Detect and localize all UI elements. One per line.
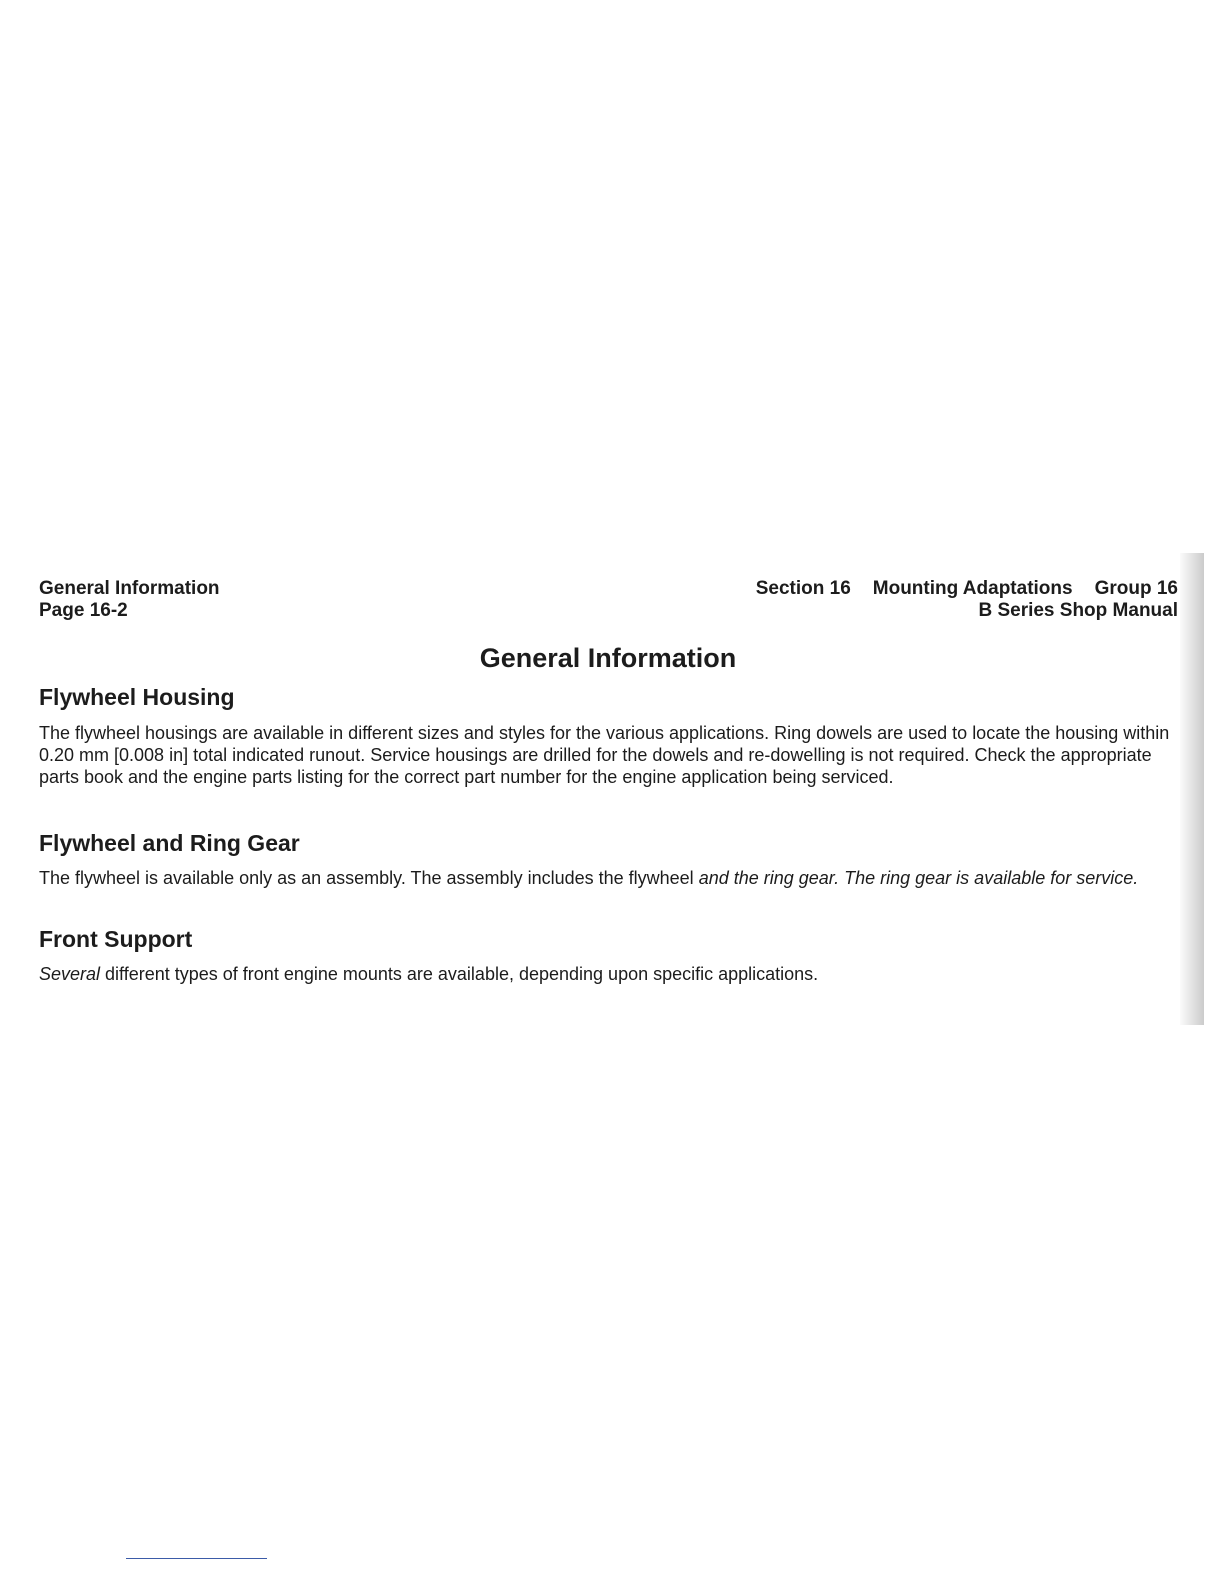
header-manual-name: B Series Shop Manual: [978, 600, 1178, 621]
header-section-line: [756, 578, 1178, 600]
body-text: The flywheel is available only as an assembly. The assembly includes the flywheel: [39, 868, 694, 888]
section-flywheel-housing: [39, 683, 1179, 788]
section-front-support: [39, 925, 1179, 985]
scan-edge-shadow: [1180, 553, 1204, 1025]
body-text-italic: and the ring gear. The ring gear is available for service.: [698, 868, 1139, 888]
header-group: Group 16: [1094, 578, 1178, 599]
header-chapter: General Information: [39, 578, 220, 599]
page-title: General Information: [479, 643, 737, 673]
section-heading: Flywheel and Ring Gear: [39, 830, 300, 856]
body-text-italic: Several: [39, 964, 101, 984]
header-page-number: Page 16-2: [39, 600, 128, 621]
section-heading: Front Support: [39, 926, 193, 952]
footer-rule: [126, 1558, 267, 1559]
section-flywheel-ring-gear: [39, 829, 1179, 889]
section-heading: Flywheel Housing: [39, 684, 235, 710]
header-left: [39, 578, 220, 622]
header-right: [756, 578, 1178, 622]
header-section: Section 16: [755, 578, 851, 599]
header-section-title: Mounting Adaptations: [872, 578, 1073, 599]
section-body: [39, 867, 1179, 889]
section-body: [39, 963, 1179, 985]
body-text: different types of front engine mounts are available, depending upon specific applications.: [105, 964, 819, 984]
section-body: The flywheel housings are available in different sizes and styles for the various applications. Ring dowels are used to locate the housing within 0.20 mm [0.008 in] total indicated runout. Service housings are drilled for the dowels and re-dowelling is not required. Check the appropriate parts book and the engine parts listing for the correct part number for the engine application being serviced.: [39, 723, 1170, 787]
